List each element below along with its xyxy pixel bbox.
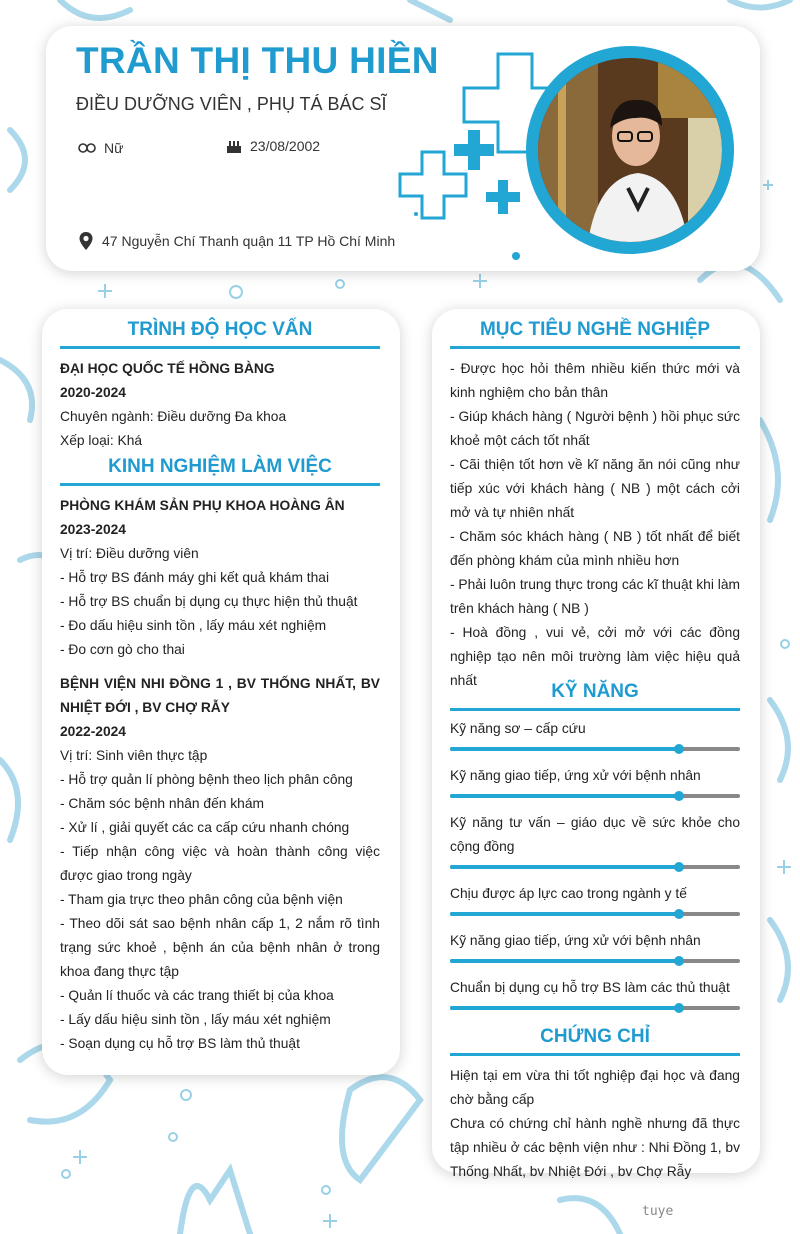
- gender-icon: [78, 141, 96, 155]
- job-duty: - Quản lí thuốc và các trang thiết bị của khoa: [60, 988, 334, 1003]
- skills-heading: KỸ NĂNG: [551, 681, 639, 702]
- skill-fill: [450, 959, 679, 963]
- school-years: 2020-2024: [60, 385, 126, 400]
- job-place: BỆNH VIỆN NHI ĐỒNG 1 , BV THỐNG NHẤT, BV NHIỆT ĐỚI , BV CHỢ RẪY: [60, 676, 380, 715]
- right-column-card: [432, 309, 760, 1179]
- job-role: Vị trí: Sinh viên thực tập: [60, 748, 208, 763]
- skill-bar: [450, 794, 740, 798]
- objective-item: - Giúp khách hàng ( Người bệnh ) hồi phục sức khoẻ một cách tốt nhất: [450, 409, 740, 448]
- skill-fill: [450, 794, 679, 798]
- skills-list: [450, 717, 740, 1010]
- left-column-card: [42, 309, 400, 1075]
- section-divider: [450, 346, 740, 349]
- job-years: 2022-2024: [60, 724, 126, 739]
- objective-heading: MỤC TIÊU NGHỀ NGHIỆP: [479, 319, 711, 340]
- skill-knob: [674, 862, 684, 872]
- certificate-item: Hiện tại em vừa thi tốt nghiệp đại học và đang chờ bằng cấp: [450, 1068, 740, 1107]
- job-duty: - Soạn dụng cụ hỗ trợ BS làm thủ thuật: [60, 1036, 300, 1051]
- skill-item: [450, 811, 740, 869]
- job-duty: - Hỗ trợ BS chuẩn bị dụng cụ thực hiện thủ thuật: [60, 594, 358, 609]
- school-name: ĐẠI HỌC QUỐC TẾ HỒNG BÀNG: [60, 361, 275, 376]
- address-value: 47 Nguyễn Chí Thanh quận 11 TP Hồ Chí Minh: [102, 233, 396, 249]
- birthday-cake-icon: [226, 138, 242, 154]
- school-major: Chuyên ngành: Điều dưỡng Đa khoa: [60, 409, 287, 424]
- experience-heading: KINH NGHIỆM LÀM VIỆC: [108, 456, 332, 477]
- objective-item: - Phải luôn trung thực trong các kĩ thuật khi làm trên khách hàng ( NB ): [450, 577, 740, 616]
- skill-label: Kỹ năng tư vấn – giáo dục về sức khỏe cho cộng đồng: [450, 815, 740, 854]
- job-entry: [60, 494, 380, 662]
- skill-fill: [450, 865, 679, 869]
- certificate-item: Chưa có chứng chỉ hành nghề nhưng đã thực tập nhiều ở các bệnh viện như : Nhi Đồng 1, bv Thống Nhất, bv Nhiệt Đới , bv Chợ Rẫy: [450, 1116, 740, 1179]
- skill-knob: [674, 909, 684, 919]
- job-duty: - Tiếp nhận công việc và hoàn thành công việc được giao trong ngày: [60, 844, 380, 883]
- job-duty: - Tham gia trực theo phân công của bệnh viện: [60, 892, 343, 907]
- skill-fill: [450, 1006, 679, 1010]
- skill-bar: [450, 1006, 740, 1010]
- skill-bar: [450, 959, 740, 963]
- certificates-heading: CHỨNG CHỈ: [540, 1026, 650, 1047]
- job-duty: - Đo dấu hiệu sinh tồn , lấy máu xét nghiệm: [60, 618, 327, 633]
- section-divider: [60, 346, 380, 349]
- full-name: TRẦN THỊ THU HIỀN: [76, 40, 439, 81]
- job-title: ĐIỀU DƯỠNG VIÊN , PHỤ TÁ BÁC SĨ: [76, 94, 387, 114]
- job-duty: - Xử lí , giải quyết các ca cấp cứu nhanh chóng: [60, 820, 350, 835]
- birthdate-value: 23/08/2002: [250, 138, 321, 154]
- job-duty: - Lấy dấu hiệu sinh tồn , lấy máu xét nghiệm: [60, 1012, 331, 1027]
- job-years: 2023-2024: [60, 522, 126, 537]
- skill-item: [450, 929, 740, 963]
- gender-value: Nữ: [104, 140, 124, 156]
- objective-item: - Hoà đồng , vui vẻ, cởi mở với các đồng nghiệp tạo nên môi trường làm việc hiệu quả nhất: [450, 625, 740, 688]
- birthdate-row: [226, 138, 320, 154]
- skill-item: [450, 882, 740, 916]
- watermark-text: tuye: [642, 1204, 674, 1219]
- school-grade: Xếp loại: Khá: [60, 433, 143, 448]
- objective-section: [450, 319, 740, 693]
- profile-header-card: [46, 26, 760, 271]
- skill-bar: [450, 747, 740, 751]
- skill-fill: [450, 747, 679, 751]
- experience-section: [60, 456, 380, 1056]
- objective-item: - Cãi thiện tốt hơn về kĩ năng ăn nói cũng như tiếp xúc với khách hàng ( NB ) một cách cởi mở và tự nhiên nhất: [450, 457, 740, 520]
- certificates-section: [450, 1026, 740, 1184]
- skills-section: [450, 681, 740, 1023]
- section-divider: [450, 708, 740, 711]
- profile-photo-frame: [526, 46, 734, 254]
- location-pin-icon: [78, 231, 94, 251]
- address-row: [78, 231, 395, 251]
- skill-knob: [674, 1003, 684, 1013]
- profile-photo: [538, 58, 722, 242]
- job-entry: [60, 672, 380, 1056]
- objective-item: - Được học hỏi thêm nhiều kiến thức mới và kinh nghiệm cho bản thân: [450, 361, 740, 400]
- job-duty: - Đo cơn gò cho thai: [60, 642, 185, 657]
- skill-item: [450, 764, 740, 798]
- skill-fill: [450, 912, 679, 916]
- job-duty: - Chăm sóc bệnh nhân đến khám: [60, 796, 265, 811]
- education-heading: TRÌNH ĐỘ HỌC VẤN: [127, 319, 313, 340]
- section-divider: [60, 483, 380, 486]
- job-duty: - Hỗ trợ BS đánh máy ghi kết quả khám thai: [60, 570, 330, 585]
- skill-label: Kỹ năng sơ – cấp cứu: [450, 721, 586, 736]
- education-section: [60, 319, 380, 453]
- skill-label: Chịu được áp lực cao trong ngành y tế: [450, 886, 687, 901]
- skill-label: Chuẩn bị dụng cụ hỗ trợ BS làm các thủ thuật: [450, 980, 730, 995]
- skill-bar: [450, 865, 740, 869]
- portrait-illustration: [538, 58, 722, 242]
- job-place: PHÒNG KHÁM SẢN PHỤ KHOA HOÀNG ÂN: [60, 498, 345, 513]
- skill-knob: [674, 956, 684, 966]
- objective-item: - Chăm sóc khách hàng ( NB ) tốt nhất để biết đến phòng khám của mình nhiều hơn: [450, 529, 740, 568]
- gender-row: [78, 140, 123, 156]
- skill-knob: [674, 791, 684, 801]
- skill-label: Kỹ năng giao tiếp, ứng xử với bệnh nhân: [450, 933, 701, 948]
- skill-bar: [450, 912, 740, 916]
- skill-item: [450, 976, 740, 1010]
- job-duty: - Theo dõi sát sao bệnh nhân cấp 1, 2 nắm rõ tình trạng sức khoẻ , bệnh án của bệnh nhân ở trong khoa đang thực tập: [60, 916, 380, 979]
- job-duty: - Hỗ trợ quản lí phòng bệnh theo lịch phân công: [60, 772, 353, 787]
- skill-knob: [674, 744, 684, 754]
- job-role: Vị trí: Điều dưỡng viên: [60, 546, 199, 561]
- skill-item: [450, 717, 740, 751]
- skill-label: Kỹ năng giao tiếp, ứng xử với bệnh nhân: [450, 768, 701, 783]
- section-divider: [450, 1053, 740, 1056]
